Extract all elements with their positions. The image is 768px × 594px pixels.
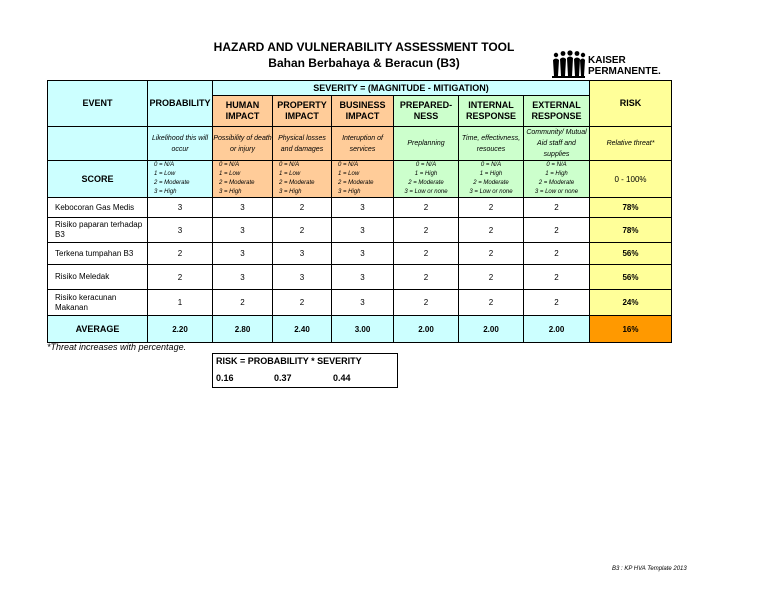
risk-formula-box bbox=[212, 353, 398, 388]
average-risk-cell: 16% bbox=[590, 316, 672, 343]
property-impact-desc: Physical losses and damages bbox=[273, 127, 332, 161]
table-row bbox=[48, 243, 672, 265]
risk-header: RISK bbox=[590, 81, 672, 127]
table-row bbox=[48, 290, 672, 316]
score-cell: 3 bbox=[213, 198, 273, 218]
score-cell: 3 bbox=[148, 198, 213, 218]
col-header-internal-response: INTERNAL RESPONSE bbox=[459, 96, 524, 127]
score-cell: 3 bbox=[213, 218, 273, 243]
page-title: HAZARD AND VULNERABILITY ASSESSMENT TOOL bbox=[213, 40, 515, 54]
average-cell: 2.00 bbox=[524, 316, 590, 343]
score-cell: 2 bbox=[273, 290, 332, 316]
score-cell: 2 bbox=[394, 290, 459, 316]
score-key-property: 0 = N/A 1 = Low 2 = Moderate 3 = High bbox=[273, 161, 332, 198]
score-cell: 3 bbox=[273, 265, 332, 290]
risk-cell: 78% bbox=[590, 218, 672, 243]
score-cell: 2 bbox=[524, 198, 590, 218]
logo-line1: KAISER bbox=[588, 55, 626, 66]
score-cell: 3 bbox=[332, 218, 394, 243]
col-header-property-impact: PROPERTY IMPACT bbox=[273, 96, 332, 127]
risk-value: 0.16 bbox=[216, 373, 234, 383]
desc-blank bbox=[48, 127, 148, 161]
score-key-human: 0 = N/A 1 = Low 2 = Moderate 3 = High bbox=[213, 161, 273, 198]
score-cell: 3 bbox=[332, 243, 394, 265]
threat-note: *Threat increases with percentage. bbox=[47, 342, 187, 352]
table-row bbox=[48, 198, 672, 218]
score-cell: 2 bbox=[213, 290, 273, 316]
external-response-desc: Community/ Mutual Aid staff and supplies bbox=[524, 127, 590, 161]
col-header-preparedness: PREPARED-NESS bbox=[394, 96, 459, 127]
logo-line2: PERMANENTE. bbox=[588, 66, 661, 77]
probability-header: PROBABILITY bbox=[148, 81, 213, 127]
probability-desc: Likelihood this will occur bbox=[148, 127, 213, 161]
risk-cell: 56% bbox=[590, 265, 672, 290]
risk-cell: 78% bbox=[590, 198, 672, 218]
event-name: Risiko paparan terhadap B3 bbox=[48, 218, 148, 243]
event-name: Terkena tumpahan B3 bbox=[48, 243, 148, 265]
average-cell: 2.00 bbox=[394, 316, 459, 343]
average-cell: 2.00 bbox=[459, 316, 524, 343]
score-label: SCORE bbox=[48, 161, 148, 198]
score-cell: 2 bbox=[148, 243, 213, 265]
table-row bbox=[48, 218, 672, 243]
score-cell: 2 bbox=[459, 243, 524, 265]
score-cell: 2 bbox=[459, 198, 524, 218]
col-header-human-impact: HUMAN IMPACT bbox=[213, 96, 273, 127]
probability-value: 0.37 bbox=[274, 373, 292, 383]
average-cell: 3.00 bbox=[332, 316, 394, 343]
average-cell: 2.80 bbox=[213, 316, 273, 343]
event-name: Risiko keracunan Makanan bbox=[48, 290, 148, 316]
preparedness-desc: Preplanning bbox=[394, 127, 459, 161]
average-cell: 2.40 bbox=[273, 316, 332, 343]
score-key-preparedness: 0 = N/A 1 = High 2 = Moderate 3 = Low or none bbox=[394, 161, 459, 198]
average-label: AVERAGE bbox=[48, 316, 148, 343]
score-cell: 2 bbox=[524, 290, 590, 316]
score-cell: 3 bbox=[332, 265, 394, 290]
score-cell: 2 bbox=[394, 265, 459, 290]
internal-response-desc: Time, effectivness, resouces bbox=[459, 127, 524, 161]
score-cell: 2 bbox=[394, 218, 459, 243]
score-key-business: 0 = N/A 1 = Low 2 = Moderate 3 = High bbox=[332, 161, 394, 198]
kaiser-logo-icon bbox=[550, 50, 586, 78]
score-cell: 3 bbox=[213, 265, 273, 290]
risk-range: 0 - 100% bbox=[590, 161, 672, 198]
human-impact-desc: Possibility of death or injury bbox=[213, 127, 273, 161]
score-cell: 3 bbox=[273, 243, 332, 265]
event-header: EVENT bbox=[48, 81, 148, 127]
score-cell: 2 bbox=[273, 218, 332, 243]
score-cell: 2 bbox=[394, 198, 459, 218]
col-header-external-response: EXTERNAL RESPONSE bbox=[524, 96, 590, 127]
score-cell: 2 bbox=[459, 265, 524, 290]
average-cell: 2.20 bbox=[148, 316, 213, 343]
score-cell: 3 bbox=[332, 198, 394, 218]
score-cell: 2 bbox=[524, 243, 590, 265]
kaiser-logo bbox=[550, 50, 680, 80]
score-cell: 2 bbox=[273, 198, 332, 218]
col-header-business-impact: BUSINESS IMPACT bbox=[332, 96, 394, 127]
footer-text: B3 : KP HVA Template 2013 bbox=[612, 566, 687, 572]
score-cell: 1 bbox=[148, 290, 213, 316]
score-cell: 2 bbox=[459, 290, 524, 316]
severity-value: 0.44 bbox=[333, 373, 351, 383]
hva-table bbox=[47, 80, 672, 343]
score-cell: 3 bbox=[148, 218, 213, 243]
event-name: Kebocoran Gas Medis bbox=[48, 198, 148, 218]
score-cell: 3 bbox=[332, 290, 394, 316]
score-cell: 3 bbox=[213, 243, 273, 265]
score-cell: 2 bbox=[148, 265, 213, 290]
severity-header: SEVERITY = (MAGNITUDE - MITIGATION) bbox=[213, 81, 590, 96]
average-row bbox=[48, 316, 672, 343]
score-cell: 2 bbox=[394, 243, 459, 265]
score-key-external: 0 = N/A 1 = High 2 = Moderate 3 = Low or none bbox=[524, 161, 590, 198]
business-impact-desc: Interuption of services bbox=[332, 127, 394, 161]
score-key-internal: 0 = N/A 1 = High 2 = Moderate 3 = Low or none bbox=[459, 161, 524, 198]
page-subtitle: Bahan Berbahaya & Beracun (B3) bbox=[268, 56, 460, 70]
score-cell: 2 bbox=[459, 218, 524, 243]
risk-cell: 56% bbox=[590, 243, 672, 265]
risk-cell: 24% bbox=[590, 290, 672, 316]
score-cell: 2 bbox=[524, 265, 590, 290]
score-cell: 2 bbox=[524, 218, 590, 243]
risk-formula-label: RISK = PROBABILITY * SEVERITY bbox=[216, 356, 362, 366]
event-name: Risiko Meledak bbox=[48, 265, 148, 290]
score-key-probability: 0 = N/A 1 = Low 2 = Moderate 3 = High bbox=[148, 161, 213, 198]
risk-desc: Relative threat* bbox=[590, 127, 672, 161]
table-row bbox=[48, 265, 672, 290]
